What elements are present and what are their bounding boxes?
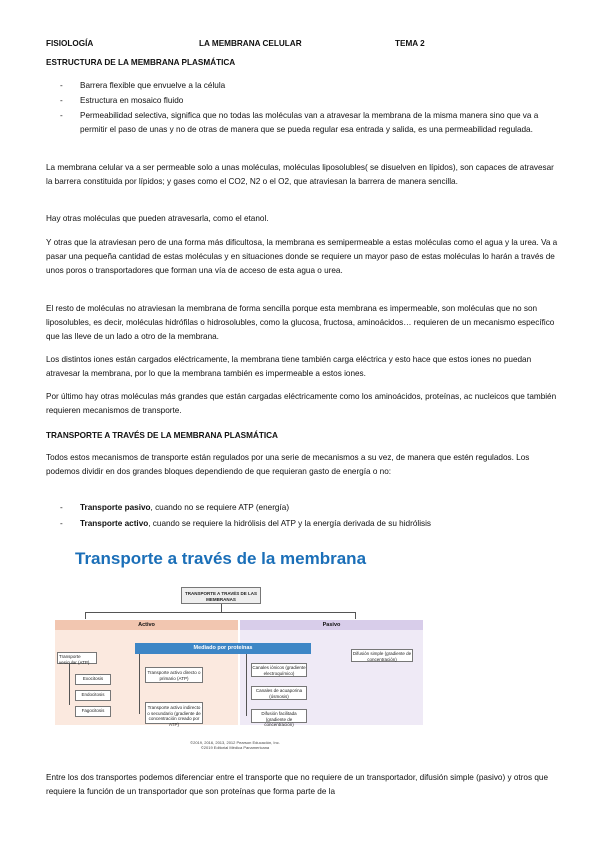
header-subject: FISIOLOGÍA — [46, 39, 94, 48]
bullet-dash: - — [60, 503, 63, 512]
simple-diffusion-box: Difusión simple (gradiente de concentración) — [352, 651, 412, 662]
aquaporin-box: Canales de acuaporina (ósmosis) — [251, 686, 307, 700]
vesicular-box: Transporte vesicular (ATP) — [57, 652, 97, 664]
passive-band: Pasivo — [240, 620, 423, 630]
paragraph: Hay otras moléculas que pueden atravesarla, como el etanol. — [46, 214, 269, 223]
bullet-dash: - — [60, 96, 63, 105]
bullet-dash: - — [60, 111, 63, 120]
connector — [85, 612, 86, 619]
bullet-item: - Estructura en mosaico fluido — [80, 94, 532, 108]
exocytosis-box: Exocitosis — [75, 674, 111, 685]
bullet-item: - Barrera flexible que envuelve a la célula — [80, 79, 532, 93]
paragraph: El resto de moléculas no atraviesan la membrana de forma sencilla porque esta membrana es impermeable, son moléculas que no son liposolubles, es decir, moléculas hidrófilas o hidrosolubles, como la glucosa, fructosa, aminoácidos… requieren de un mecanismo específico que las lleve de un lado a otro de la membrana. — [46, 304, 555, 341]
bullet-dash: - — [60, 519, 63, 528]
bullet-item: - Permeabilidad selectiva, significa que no todas las moléculas van a atravesar la membrana de la misma manera sino que va a permitir el paso de unas y no de otras de manera que se pueda regular esa entrada y salida, es una permeabilidad regulada. — [60, 111, 539, 134]
connector — [85, 612, 355, 613]
figure-title: Transporte a través de la membrana — [75, 549, 367, 568]
figure-credit: ©2019, 2016, 2013, 2012 Pearson Educación, Inc. ©2019 Editorial Médica Panamericana — [190, 740, 280, 750]
paragraph: Y otras que la atraviesan pero de una forma más dificultosa, la membrana es semipermeable a estas moléculas como el agua y la urea. Va a pasar una pequeña cantidad de estas moléculas y en situaciones donde se requiere un mayor paso de estas moléculas lo harán a través de unos poros o transportadores que forman una vía de acceso de esta agua o urea. — [46, 238, 558, 275]
connector — [221, 604, 222, 612]
phagocytosis-box: Fagocitosis — [75, 706, 111, 717]
paragraph: Los distintos iones están cargados eléctricamente, la membrana tiene también carga eléctrica y esto hace que estos iones no puedan atravesar la membrana, por lo que la membrana también es impermeable a estos iones. — [46, 355, 532, 378]
transport-diagram — [55, 545, 423, 755]
connector — [355, 612, 356, 619]
root-box: TRANSPORTE A TRAVÉS DE LAS MEMBRANAS — [181, 587, 261, 604]
header-topic: TEMA 2 — [395, 39, 425, 48]
endocytosis-box: Endocitosis — [75, 690, 111, 701]
connector — [69, 664, 70, 705]
paragraph: Entre los dos transportes podemos diferenciar entre el transporte que no requiere de un transportador, difusión simple (pasivo) y otros que requiere la función de un transportador que son proteínas que forma parte de la — [46, 773, 548, 796]
mediated-bar: Mediado por proteínas — [135, 643, 311, 654]
connector — [246, 654, 247, 716]
facilitated-diffusion-box: Difusión facilitada (gradiente de concentración) — [251, 709, 307, 723]
active-band: Activo — [55, 620, 238, 630]
secondary-active-box: Transporte activo indirecto o secundario (gradiente de concentración creado por ATP) — [145, 702, 203, 724]
paragraph: Todos estos mecanismos de transporte están regulados por una serie de mecanismos a su vez, de manera que estén regulados. Los podemos dividir en dos grandes bloques dependiendo de que requieran gasto de energía o no: — [46, 453, 530, 476]
section-heading: TRANSPORTE A TRAVÉS DE LA MEMBRANA PLASMÁTICA — [46, 431, 278, 440]
bullet-item: - Transporte activo, cuando se requiere la hidrólisis del ATP y la energía derivada de su hidrólisis — [80, 517, 550, 531]
connector — [139, 654, 140, 714]
paragraph: Por último hay otras moléculas más grandes que están cargadas eléctricamente como los aminoácidos, proteínas, ac nucleicos que también requieren mecanismos de transporte. — [46, 392, 557, 415]
ion-channels-box: Canales iónicos (gradiente electroquímico) — [252, 665, 306, 676]
section-heading: ESTRUCTURA DE LA MEMBRANA PLASMÁTICA — [46, 58, 236, 67]
bullet-dash: - — [60, 81, 63, 90]
bullet-item: - Transporte pasivo, cuando no se requiere ATP (energía) — [80, 501, 540, 515]
primary-active-box: Transporte activo directo o primario (ATP) — [145, 667, 203, 683]
header-title: LA MEMBRANA CELULAR — [199, 39, 302, 48]
paragraph: La membrana celular va a ser permeable solo a unas moléculas, moléculas liposolubles( se disuelven en lípidos), son capaces de atravesar la barrera constituida por lípidos; y gases como el CO2, N2 o el O2, que atraviesan la barrera de manera sencilla. — [46, 163, 554, 186]
